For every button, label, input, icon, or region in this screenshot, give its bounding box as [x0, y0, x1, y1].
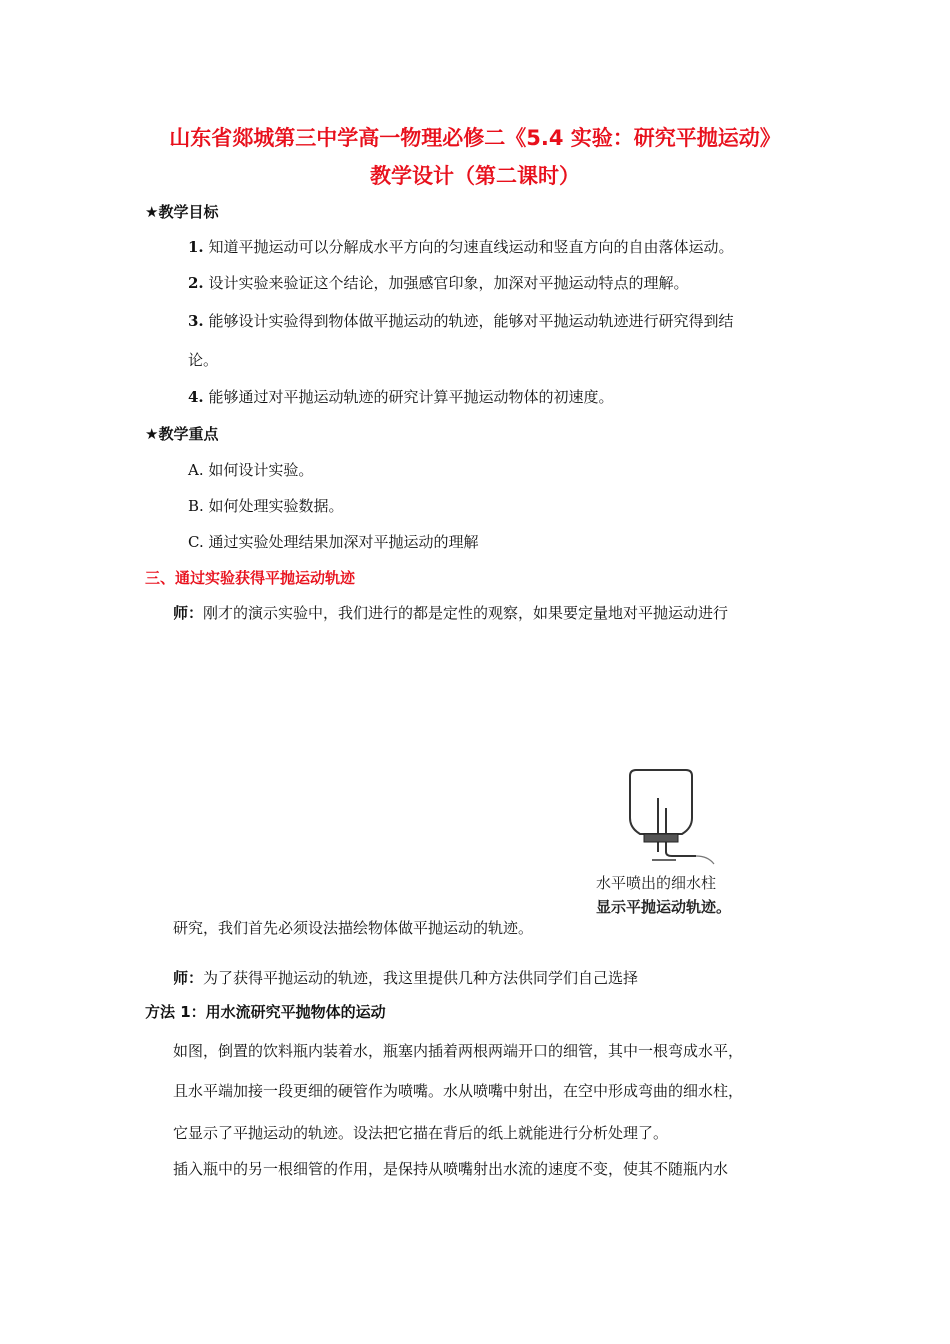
teacher-label: 师：	[173, 969, 204, 987]
teacher-paragraph-1-cont: 研究，我们首先必须设法描绘物体做平抛运动的轨迹。	[173, 919, 534, 937]
objective-text: 论。	[188, 351, 219, 369]
bottle-figure	[596, 768, 766, 918]
objective-number: 4.	[188, 388, 204, 406]
objective-item-3-cont	[188, 349, 218, 370]
objective-number: 2.	[188, 274, 204, 292]
method1-line: 且水平端加接一段更细的硬管作为喷嘴。水从喷嘴中射出，在空中形成弯曲的细水柱，	[173, 1082, 744, 1100]
key-points-heading: ★教学重点	[145, 425, 219, 443]
figure-caption-line2: 显示平抛运动轨迹。	[596, 898, 732, 916]
objective-item-4	[188, 386, 613, 407]
key-point-item: C. 通过实验处理结果加深对平抛运动的理解	[188, 533, 479, 551]
objective-text: 知道平抛运动可以分解成水平方向的匀速直线运动和竖直方向的自由落体运动。	[208, 238, 734, 256]
objective-text: 设计实验来验证这个结论，加强感官印象，加深对平抛运动特点的理解。	[208, 274, 689, 292]
teacher-paragraph-2	[173, 967, 638, 988]
teacher-text: 刚才的演示实验中，我们进行的都是定性的观察，如果要定量地对平抛运动进行	[203, 604, 729, 622]
inverted-bottle-illustration	[596, 768, 766, 868]
method1-line: 插入瓶中的另一根细管的作用，是保持从喷嘴射出水流的速度不变，使其不随瓶内水	[173, 1160, 729, 1178]
method1-line: 如图，倒置的饮料瓶内装着水，瓶塞内插着两根两端开口的细管，其中一根弯成水平，	[173, 1042, 744, 1060]
key-point-item: B. 如何处理实验数据。	[188, 497, 344, 515]
method1-line: 它显示了平抛运动的轨迹。设法把它描在背后的纸上就能进行分析处理了。	[173, 1124, 669, 1142]
objective-number: 1.	[188, 238, 204, 256]
key-point-item: A. 如何设计实验。	[188, 461, 314, 479]
teacher-paragraph-1	[173, 602, 728, 623]
document-title-line1: 山东省郯城第三中学高一物理必修二《5.4 实验：研究平抛运动》	[169, 126, 781, 150]
objective-item-1	[188, 236, 733, 257]
section3-heading: 三、通过实验获得平抛运动轨迹	[145, 569, 356, 587]
objective-item-2	[188, 272, 688, 293]
objectives-heading: ★教学目标	[145, 203, 219, 221]
objective-text: 能够设计实验得到物体做平抛运动的轨迹，能够对平抛运动轨迹进行研究得到结	[208, 312, 734, 330]
method1-heading: 方法 1：用水流研究平抛物体的运动	[145, 1003, 386, 1021]
document-title-line2: 教学设计（第二课时）	[370, 164, 580, 188]
objective-number: 3.	[188, 312, 204, 330]
objective-item-3	[188, 310, 733, 331]
teacher-label: 师：	[173, 604, 204, 622]
figure-caption-line1: 水平喷出的细水柱	[596, 874, 717, 892]
teacher-text: 为了获得平抛运动的轨迹，我这里提供几种方法供同学们自己选择	[203, 969, 639, 987]
objective-text: 能够通过对平抛运动轨迹的研究计算平抛运动物体的初速度。	[208, 388, 614, 406]
